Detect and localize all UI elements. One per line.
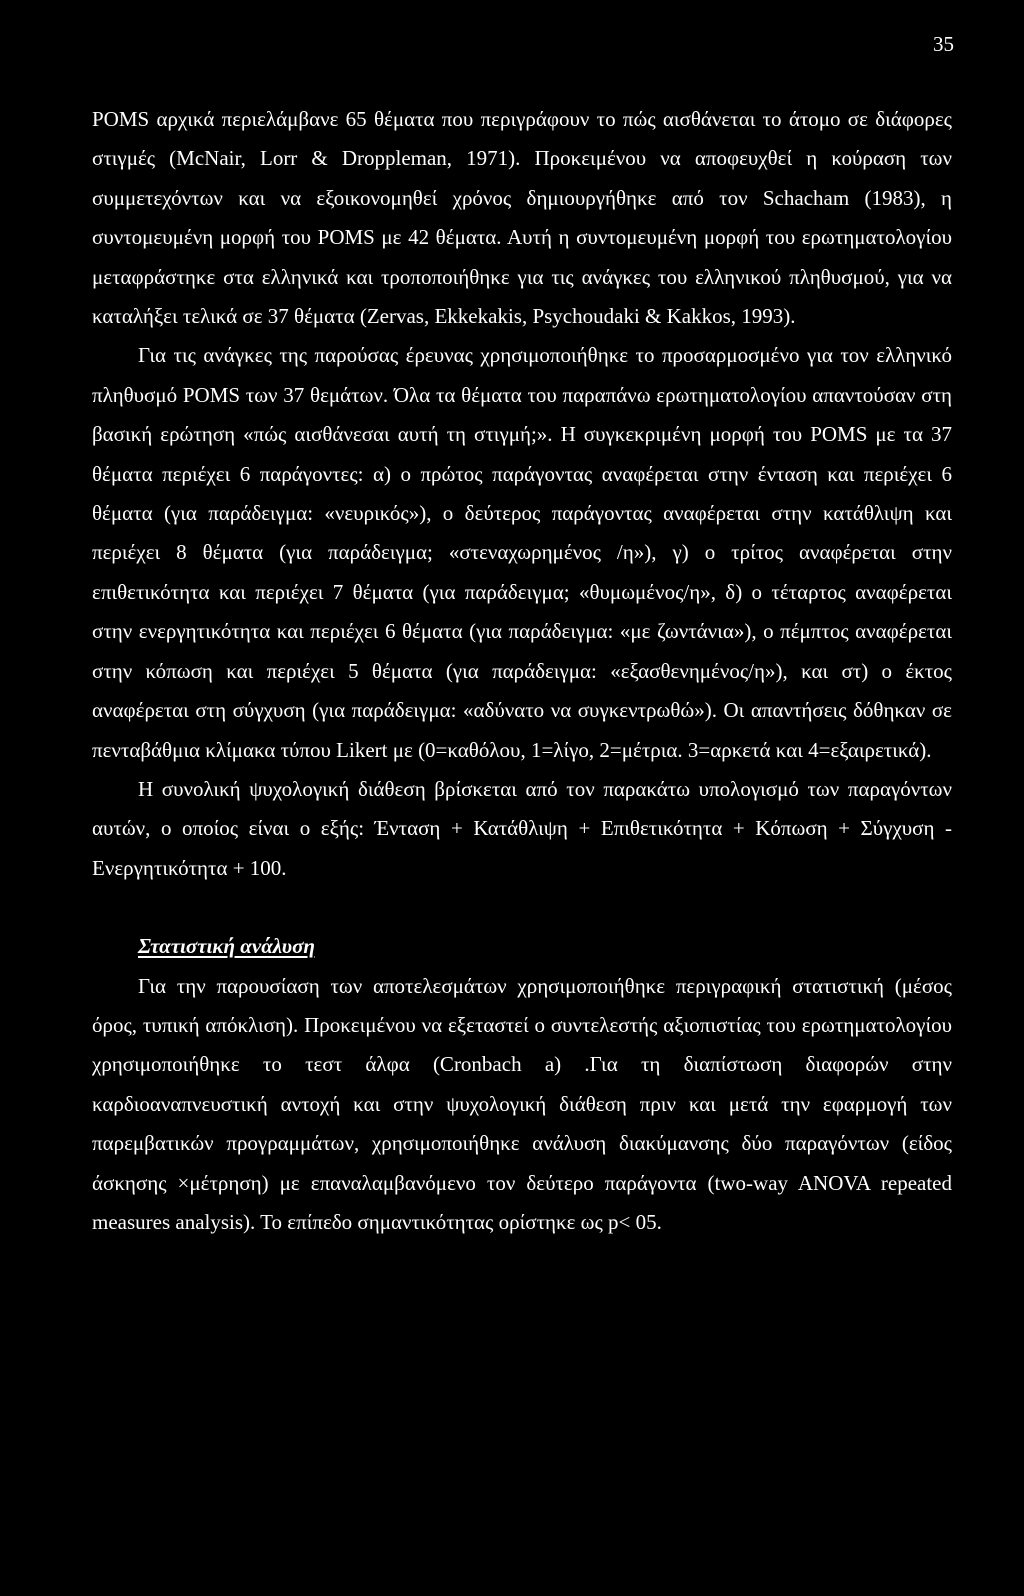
paragraph-poms-factors: Για τις ανάγκες της παρούσας έρευνας χρησιμοποιήθηκε το προσαρμοσμένο για τον ελληνικό πληθυσμό POMS των 37 θεμάτων. Όλα τα θέματα του παραπάνω ερωτηματολογίου απαντούσαν στη βασική ερώτηση «πώς αισθάνεσαι αυτή τη στιγμή;». Η συγκεκριμένη μορφή του POMS με τα 37 θέματα περιέχει 6 παράγοντες: α) ο πρώτος παράγοντας αναφέρεται στην ένταση και περιέχει 6 θέματα (για παράδειγμα: «νευρικός»), ο δεύτερος παράγοντας αναφέρεται στην κατάθλιψη και περιέχει 8 θέματα (για παράδειγμα; «στεναχωρημένος /η»), γ) ο τρίτος αναφέρεται στην επιθετικότητα και περιέχει 7 θέματα (για παράδειγμα; «θυμωμένος/η», δ) ο τέταρτος αναφέρεται στην ενεργητικότητα και περιέχει 6 θέματα (για παράδειγμα: «με ζωντάνια»), ο πέμπτος αναφέρεται στην κόπωση και περιέχει 5 θέματα (για παράδειγμα: «εξασθενημένος/η»), και στ) ο έκτος αναφέρεται στη σύγχυση (για παράδειγμα: «αδύνατο να συγκεντρωθώ»). Οι απαντήσεις δόθηκαν σε πενταβάθμια κλίμακα τύπου Likert με (0=καθόλου, 1=λίγο, 2=μέτρια. 3=αρκετά και 4=εξαιρετικά).	[92, 343, 952, 762]
paragraph-poms-description: POMS αρχικά περιελάμβανε 65 θέματα που περιγράφουν το πώς αισθάνεται το άτομο σε διάφορες στιγμές (McNair, Lorr & Droppleman, 1971). Προκειμένου να αποφευχθεί η κούραση των συμμετεχόντων και να εξοικονομηθεί χρόνος δημιουργήθηκε από τον Schacham (1983), η συντομευμένη μορφή του POMS με 42 θέματα. Αυτή η συντομευμένη μορφή του ερωτηματολογίου μεταφράστηκε στα ελληνικά και τροποποιήθηκε για τις ανάγκες του ελληνικού πληθυσμού, για να καταλήξει τελικά σε 37 θέματα (Zervas, Ekkekakis, Psychoudaki & Kakkos, 1993).	[92, 107, 952, 329]
paragraph-statistical-analysis: Για την παρουσίαση των αποτελεσμάτων χρησιμοποιήθηκε περιγραφική στατιστική (μέσος όρος, τυπική απόκλιση). Προκειμένου να εξεταστεί ο συντελεστής αξιοπιστίας του ερωτηματολογίου χρησιμοποιήθηκε το τεστ άλφα (Cronbach a) .Για τη διαπίστωση διαφορών στην καρδιοαναπνευστική αντοχή και στην ψυχολογική διάθεση πριν και μετά την εφαρμογή των παρεμβατικών προγραμμάτων, χρησιμοποιήθηκε ανάλυση διακύμανσης δύο παραγόντων (είδος άσκησης ×μέτρηση) με επαναλαμβανόμενο τον δεύτερο παράγοντα (two-way ANOVA repeated measures analysis). Το επίπεδο σημαντικότητας ορίστηκε ως p< 05.	[92, 973, 952, 1234]
section-heading-statistical-analysis: Στατιστική ανάλυση	[138, 934, 315, 959]
page-number: 35	[933, 32, 954, 56]
document-body	[92, 100, 952, 1242]
paragraph-total-mood-formula: Η συνολική ψυχολογική διάθεση βρίσκεται από τον παρακάτω υπολογισμό των παραγόντων αυτών, ο οποίος είναι ο εξής: Ένταση + Κατάθλιψη + Επιθετικότητα + Κόπωση + Σύγχυση - Ενεργητικότητα + 100.	[92, 776, 952, 880]
